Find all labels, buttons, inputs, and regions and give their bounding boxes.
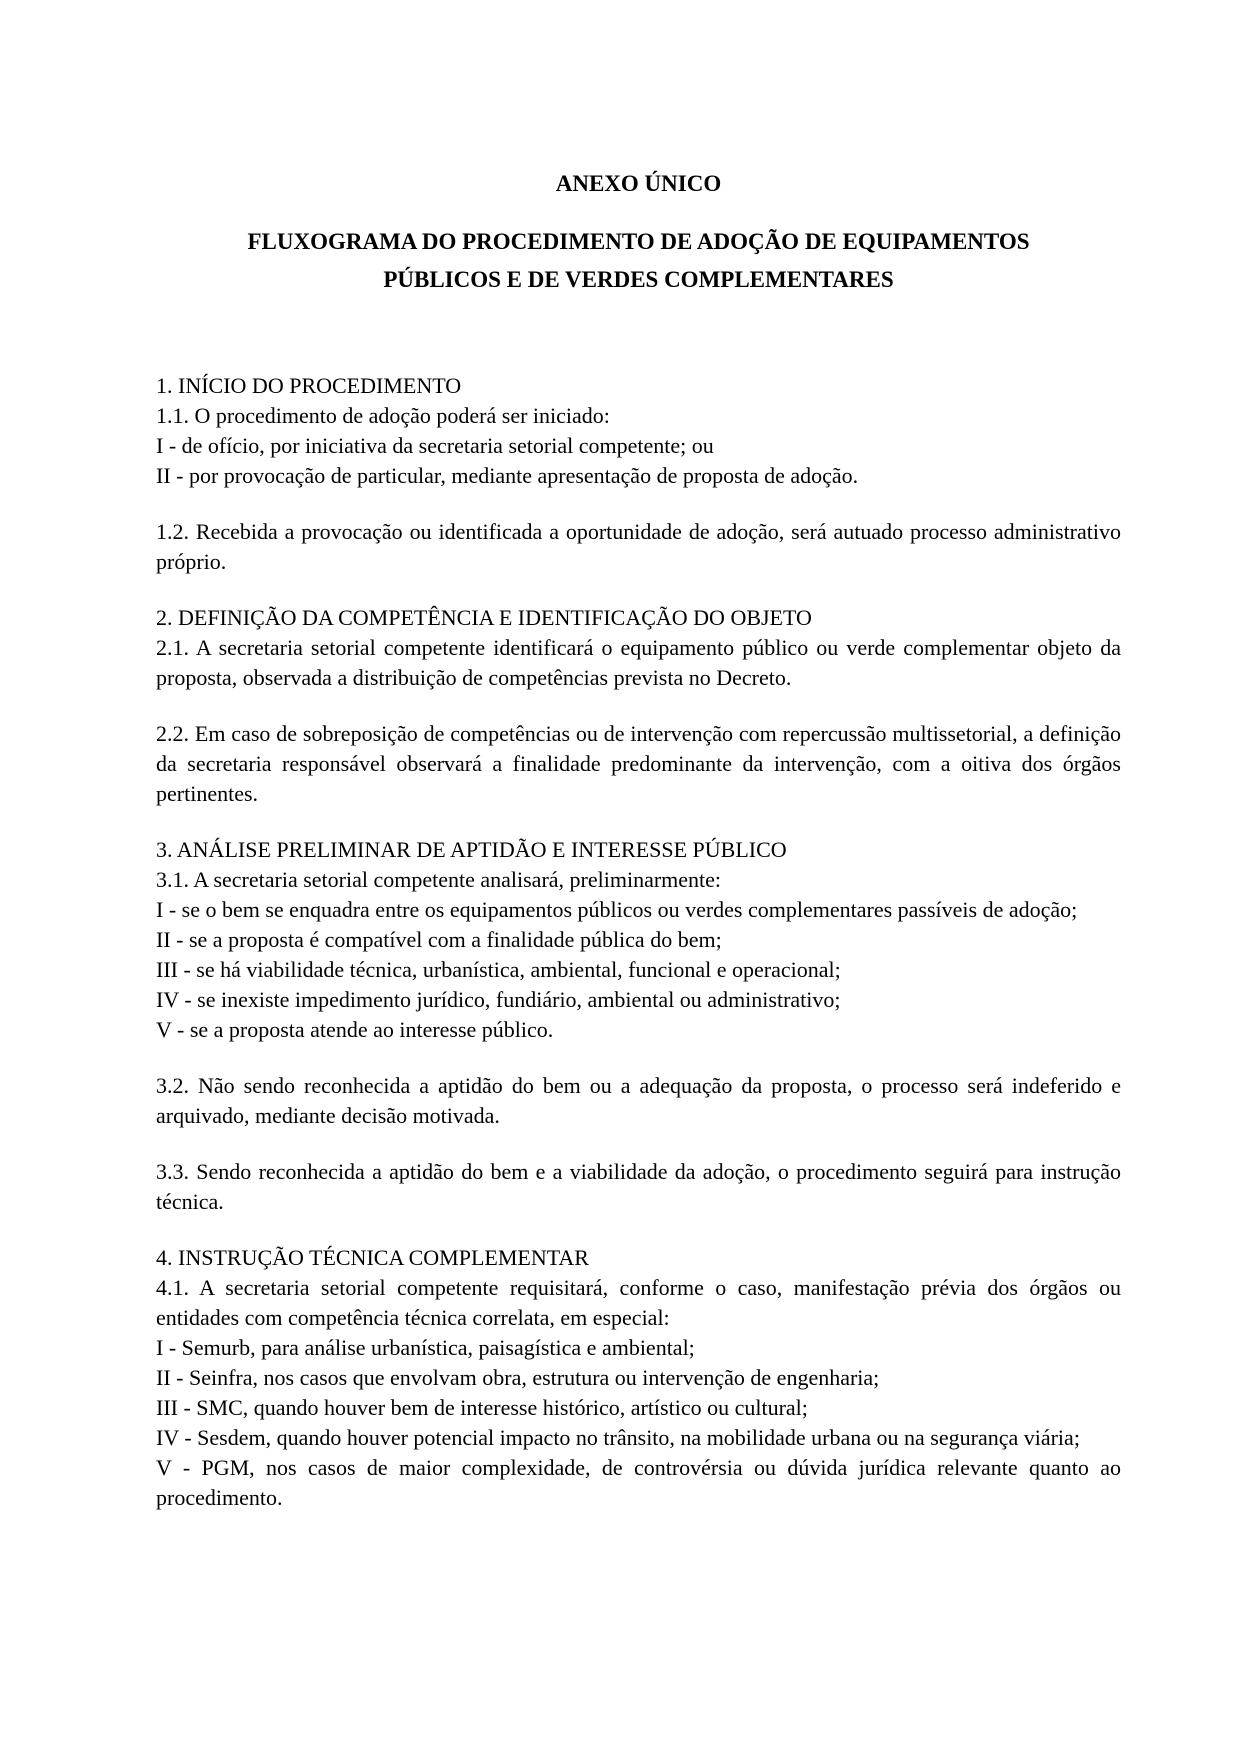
- para-3-2: 3.2. Não sendo reconhecida a aptidão do bem ou a adequação da proposta, o processo será indeferido e arquivado, mediante decisão motivada.: [156, 1073, 1121, 1128]
- item-3-iii: III - se há viabilidade técnica, urbanística, ambiental, funcional e operacional;: [156, 957, 841, 982]
- item-4-v: V - PGM, nos casos de maior complexidade, de controvérsia ou dúvida jurídica relevante quanto ao procedimento.: [156, 1455, 1121, 1510]
- section-4-heading: 4. INSTRUÇÃO TÉCNICA COMPLEMENTAR: [156, 1245, 589, 1270]
- item-4-iv: IV - Sesdem, quando houver potencial impacto no trânsito, na mobilidade urbana ou na segurança viária;: [156, 1425, 1080, 1450]
- item-4-i: I - Semurb, para análise urbanística, paisagística e ambiental;: [156, 1335, 695, 1360]
- document-title-line-1: FLUXOGRAMA DO PROCEDIMENTO DE ADOÇÃO DE EQUIPAMENTOS: [247, 229, 1030, 254]
- document-content: [156, 0, 1121, 1513]
- para-3-1: 3.1. A secretaria setorial competente analisará, preliminarmente:: [156, 867, 722, 892]
- item-3-iv: IV - se inexiste impedimento jurídico, fundiário, ambiental ou administrativo;: [156, 987, 841, 1012]
- para-2-1: 2.1. A secretaria setorial competente identificará o equipamento público ou verde complementar objeto da proposta, observada a distribuição de competências prevista no Decreto.: [156, 635, 1121, 690]
- item-3-v: V - se a proposta atende ao interesse público.: [156, 1017, 554, 1042]
- para-4-1: 4.1. A secretaria setorial competente requisitará, conforme o caso, manifestação prévia dos órgãos ou entidades com competência técnica correlata, em especial:: [156, 1275, 1121, 1330]
- section-instrucao-tecnica: [156, 1243, 1121, 1513]
- annex-heading: ANEXO ÚNICO: [555, 171, 722, 196]
- section-inicio-procedimento: [156, 371, 1121, 577]
- item-4-iii: III - SMC, quando houver bem de interesse histórico, artístico ou cultural;: [156, 1395, 808, 1420]
- para-2-2: 2.2. Em caso de sobreposição de competências ou de intervenção com repercussão multissetorial, a definição da secretaria responsável observará a finalidade predominante da intervenção, com a oitiva dos órgãos pertinentes.: [156, 721, 1121, 806]
- para-1-2: 1.2. Recebida a provocação ou identificada a oportunidade de adoção, será autuado processo administrativo próprio.: [156, 519, 1121, 574]
- section-1-heading: 1. INÍCIO DO PROCEDIMENTO: [156, 373, 462, 398]
- section-analise-preliminar: [156, 835, 1121, 1217]
- item-1-i: I - de ofício, por iniciativa da secretaria setorial competente; ou: [156, 433, 714, 458]
- section-2-heading: 2. DEFINIÇÃO DA COMPETÊNCIA E IDENTIFICAÇÃO DO OBJETO: [156, 605, 812, 630]
- para-1-1: 1.1. O procedimento de adoção poderá ser iniciado:: [156, 403, 610, 428]
- document-title-line-2: PÚBLICOS E DE VERDES COMPLEMENTARES: [383, 267, 894, 292]
- item-3-ii: II - se a proposta é compatível com a finalidade pública do bem;: [156, 927, 722, 952]
- item-3-i: I - se o bem se enquadra entre os equipamentos públicos ou verdes complementares passíveis de adoção;: [156, 897, 1078, 922]
- section-definicao-competencia: [156, 603, 1121, 809]
- para-3-3: 3.3. Sendo reconhecida a aptidão do bem e a viabilidade da adoção, o procedimento seguirá para instrução técnica.: [156, 1159, 1121, 1214]
- section-3-heading: 3. ANÁLISE PRELIMINAR DE APTIDÃO E INTERESSE PÚBLICO: [156, 837, 787, 862]
- document-body: [156, 371, 1121, 1513]
- item-1-ii: II - por provocação de particular, mediante apresentação de proposta de adoção.: [156, 463, 859, 488]
- item-4-ii: II - Seinfra, nos casos que envolvam obra, estrutura ou intervenção de engenharia;: [156, 1365, 880, 1390]
